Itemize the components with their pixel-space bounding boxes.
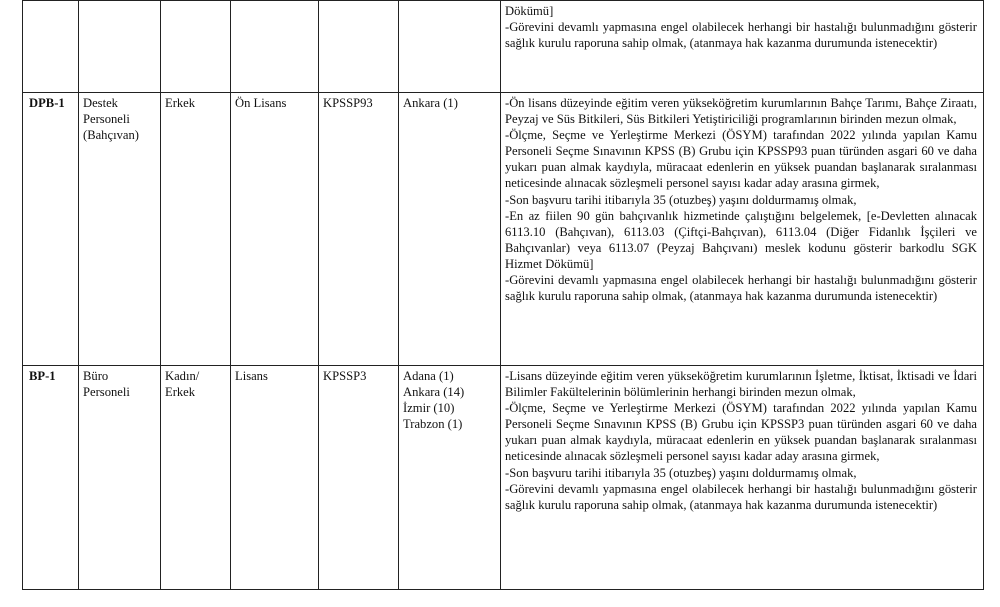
position-title-cell — [79, 366, 161, 590]
requirement-item: Dökümü] — [505, 4, 554, 18]
position-title: Büro Personeli — [83, 369, 130, 400]
requirements-cell — [501, 93, 984, 366]
requirement-item: -Görevini devamlı yapmasına engel olabilecek herhangi bir hastalığı bulunmadığını gösterir sağlık kurulu raporuna sahip olmak, (atanmaya hak kazanma durumunda istenecektir) — [505, 20, 977, 51]
requirement-item: -Son başvuru tarihi itibarıyla 35 (otuzbeş) yaşını doldurmamış olmak, — [505, 465, 857, 480]
education-level: Lisans — [235, 369, 268, 383]
location-item: Trabzon (1) — [403, 417, 463, 432]
location-cell — [399, 1, 501, 93]
requirement-item: -Görevini devamlı yapmasına engel olabilecek herhangi bir hastalığı bulunmadığını gösterir sağlık kurulu raporuna sahip olmak, (atanmaya hak kazanma durumunda istenecektir) — [505, 273, 977, 304]
requirements-cell — [501, 366, 984, 590]
positions-table — [22, 0, 984, 590]
requirement-item: -En az fiilen 90 gün bahçıvanlık hizmetinde çalıştığını belgelemek, [e-Devletten alınacak 6113.10 (Bahçıvan), 6113.03 (Çiftçi-Bahçıvan), 6113.04 (Diğer Fidanlık İşçileri ve Bahçıvanlar) veya 6113.07 (Peyzaj Bahçıvanı) meslek kodunu gösterir barkodlu SGK Hizmet Dökümü] — [505, 208, 977, 271]
position-title-cell — [79, 93, 161, 366]
requirement-item: -Son başvuru tarihi itibarıyla 35 (otuzbeş) yaşını doldurmamış olmak, — [505, 192, 857, 207]
position-title-cell — [79, 1, 161, 93]
location-item: Ankara (14) — [403, 385, 465, 400]
requirements-cell — [501, 1, 984, 93]
position-code: DPB-1 — [29, 96, 65, 110]
education-cell — [231, 1, 319, 93]
location-item: Adana (1) — [403, 369, 454, 383]
location-cell — [399, 366, 501, 590]
table-row — [23, 366, 984, 590]
location-item: Ankara (1) — [403, 96, 458, 110]
gender: Erkek — [165, 96, 196, 110]
score-type: KPSSP3 — [323, 369, 367, 383]
table-row — [23, 1, 984, 93]
gender-cell — [161, 366, 231, 590]
education-cell — [231, 93, 319, 366]
table-row — [23, 93, 984, 366]
score-type: KPSSP93 — [323, 96, 373, 110]
requirement-item: -Görevini devamlı yapmasına engel olabilecek herhangi bir hastalığı bulunmadığını gösterir sağlık kurulu raporuna sahip olmak, (atanmaya hak kazanma durumunda istenecektir) — [505, 481, 977, 512]
education-cell — [231, 366, 319, 590]
position-code-cell — [23, 1, 79, 93]
position-code: BP-1 — [29, 369, 56, 383]
gender-cell — [161, 93, 231, 366]
requirement-item: -Lisans düzeyinde eğitim veren yükseköğretim kurumlarının İşletme, İktisat, İktisadi ve İdari Bilimler Fakültelerinin bölümlerinin herhangi birinden mezun olmak, — [505, 369, 977, 400]
requirement-item: -Ölçme, Seçme ve Yerleştirme Merkezi (ÖSYM) tarafından 2022 yılında yapılan Kamu Personeli Seçme Sınavının KPSS (B) Grubu için KPSSP3 puan türünden asgari 60 ve daha yukarı puan almak kaydıyla, müracaat edenlerin en yüksek puandan başlanarak sıralanması neticesinde alınacak sözleşmeli personel sayısı kadar aday arasına girmek, — [505, 401, 977, 464]
position-code-cell — [23, 366, 79, 590]
education-level: Ön Lisans — [235, 96, 287, 110]
location-item: İzmir (10) — [403, 401, 455, 416]
requirement-item: -Ölçme, Seçme ve Yerleştirme Merkezi (ÖSYM) tarafından 2022 yılında yapılan Kamu Personeli Seçme Sınavının KPSS (B) Grubu için KPSSP93 puan türünden asgari 60 ve daha yukarı puan almak kaydıyla, müracaat edenlerin en yüksek puandan başlanarak sıralanması neticesinde alınacak sözleşmeli personel sayısı kadar aday arasına girmek, — [505, 128, 977, 191]
position-title: Destek Personeli (Bahçıvan) — [83, 96, 139, 143]
score-type-cell — [319, 93, 399, 366]
requirement-item: -Ön lisans düzeyinde eğitim veren yükseköğretim kurumlarının Bahçe Tarımı, Bahçe Ziraatı, Peyzaj ve Süs Bitkileri, Süs Bitkileri Yetiştiriciliği programlarının birinden mezun olmak, — [505, 96, 977, 127]
score-type-cell — [319, 366, 399, 590]
gender-cell — [161, 1, 231, 93]
gender: Kadın/ Erkek — [165, 369, 200, 400]
position-code-cell — [23, 93, 79, 366]
location-cell — [399, 93, 501, 366]
score-type-cell — [319, 1, 399, 93]
